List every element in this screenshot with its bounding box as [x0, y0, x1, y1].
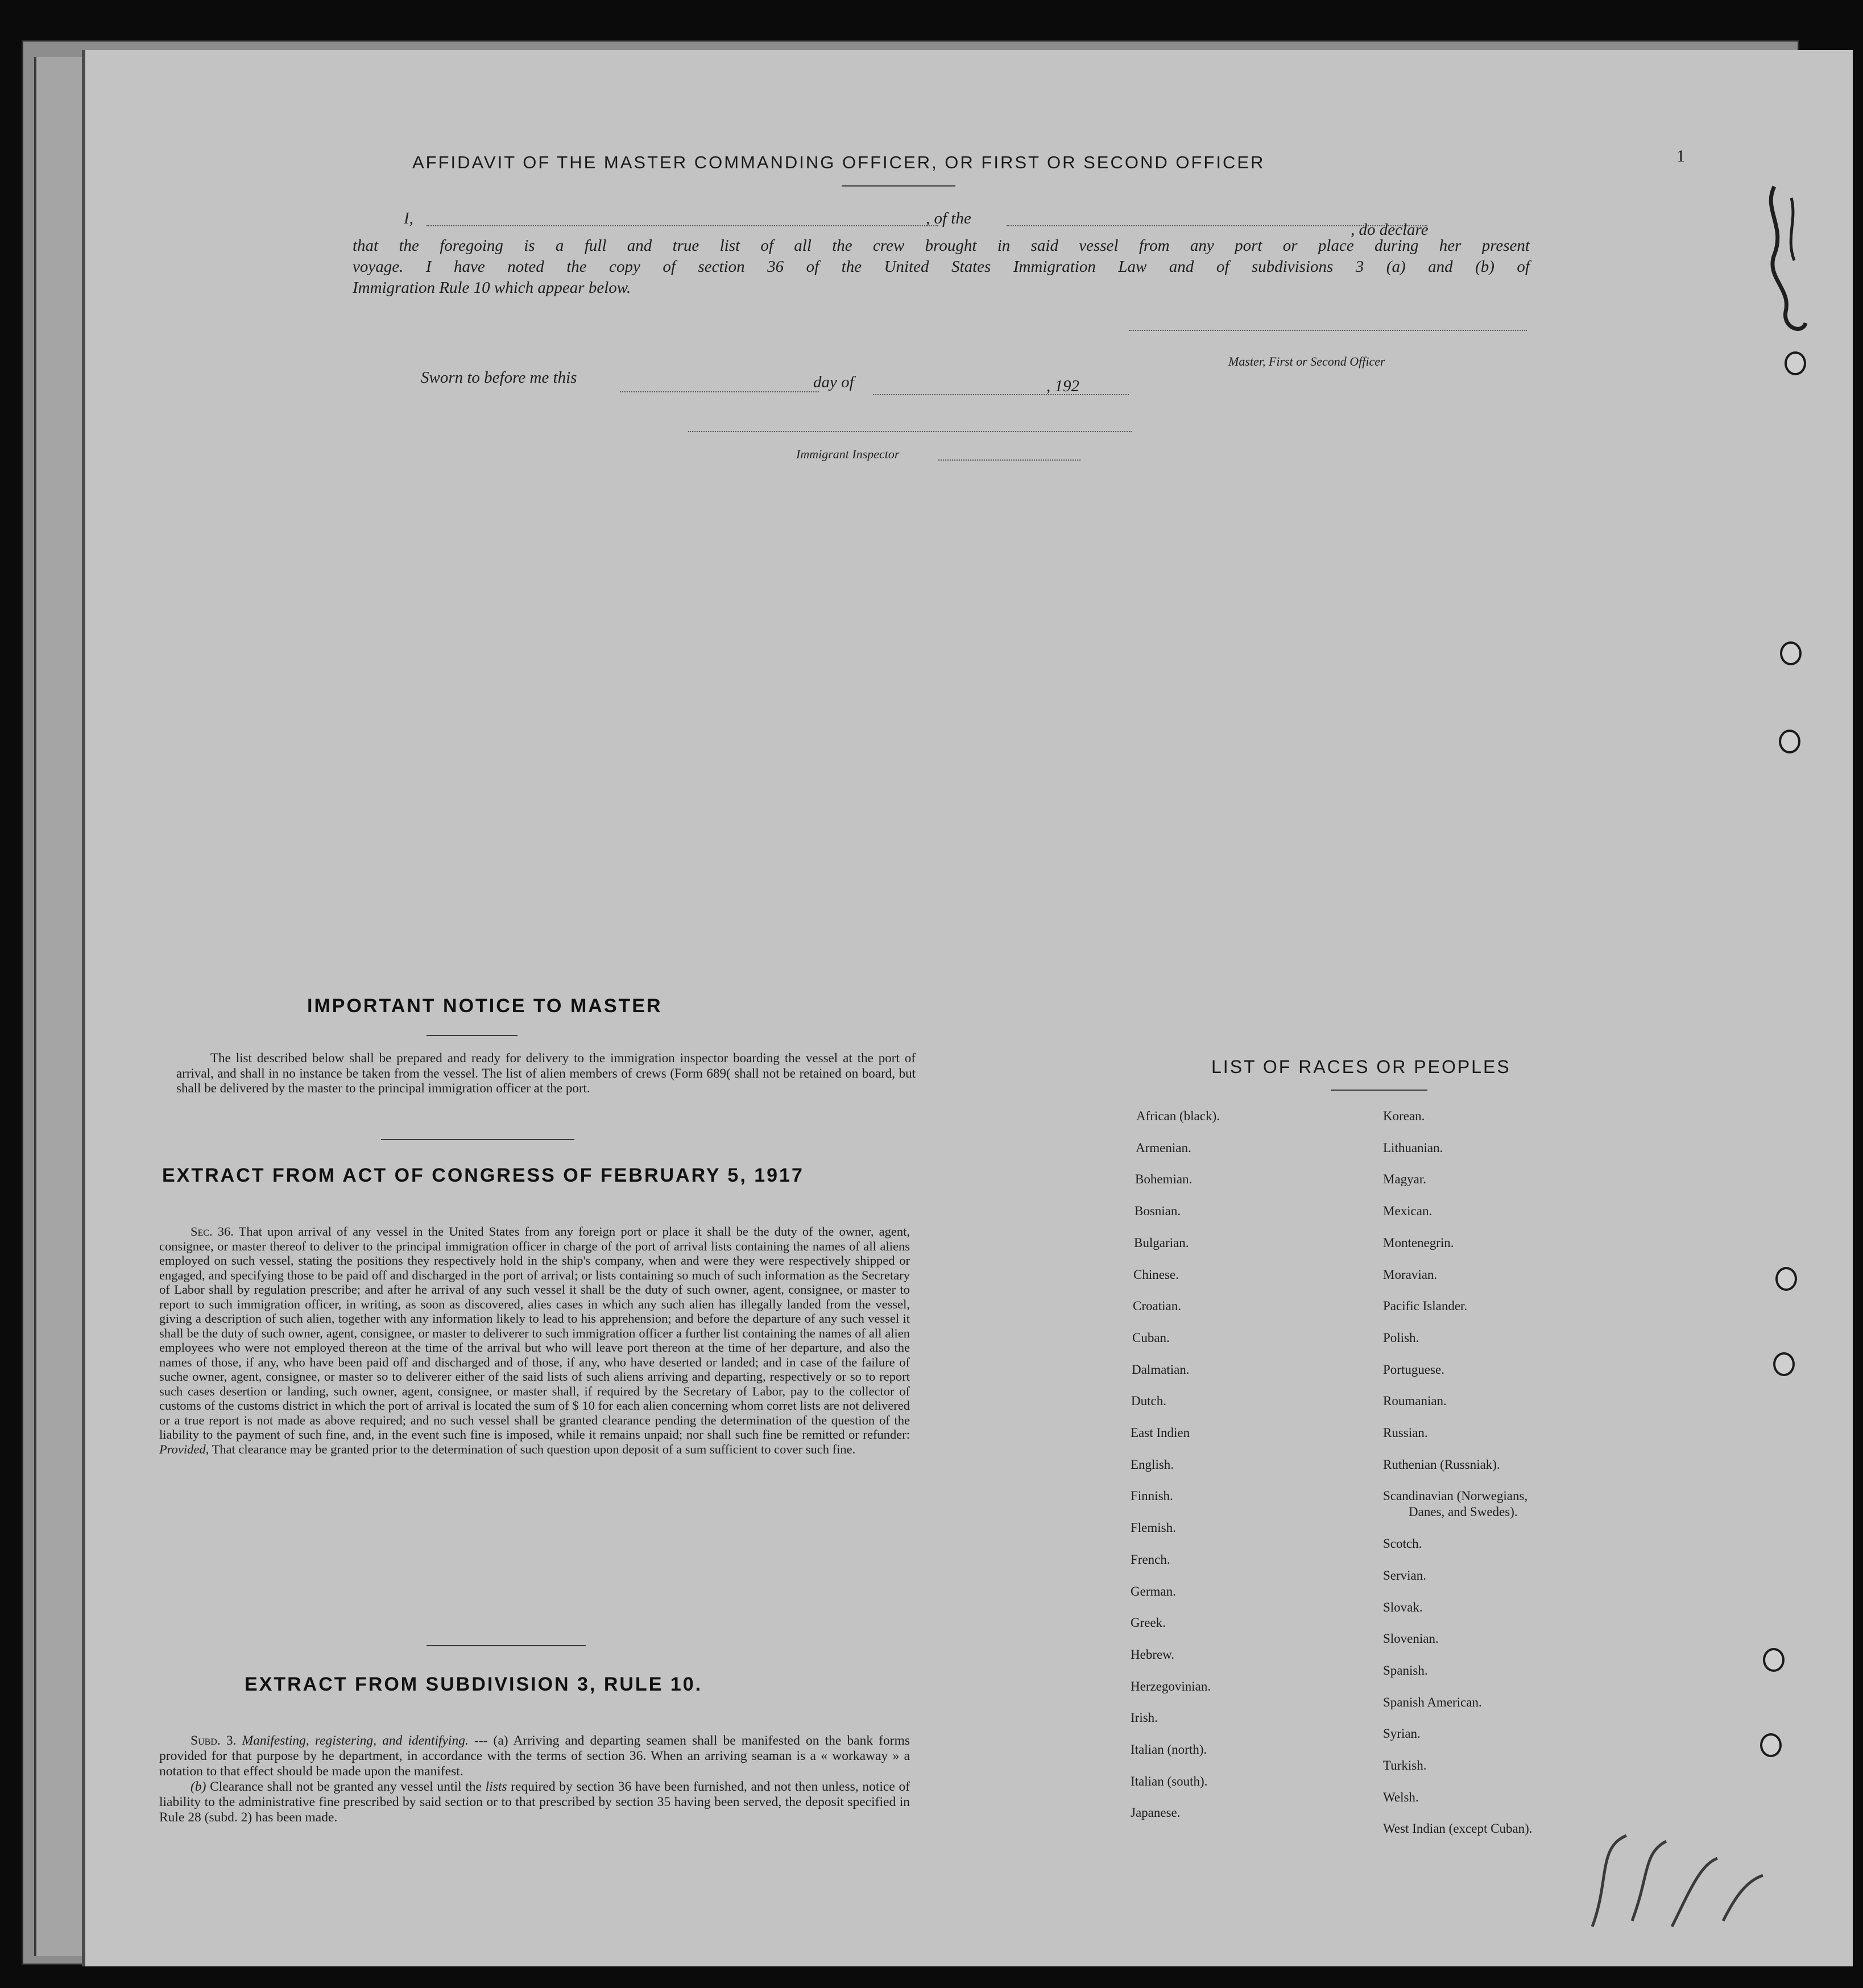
affidavit-body-line3: voyage. I have noted the copy of section 36 of the United States Immigration Law and of subdivisions 3 (a) and (b) of — [353, 258, 1530, 276]
sworn-prefix: Sworn to before me this — [421, 368, 577, 387]
race-item: Pacific Islander. — [1383, 1299, 1468, 1314]
act-heading: EXTRACT FROM ACT OF CONGRESS OF FEBRUARY 5, 1917 — [162, 1165, 804, 1186]
rule-b-text-1: Clearance shall not be granted any vessel until the — [210, 1779, 482, 1794]
race-item: Spanish. — [1383, 1663, 1428, 1678]
punch-hole — [1780, 641, 1802, 665]
race-item: Bosnian. — [1135, 1204, 1181, 1219]
name-blank-line — [427, 225, 938, 226]
race-item: French. — [1131, 1552, 1170, 1567]
act-divider — [427, 1645, 586, 1646]
sworn-day-of: day of — [813, 373, 854, 391]
race-item: Russian. — [1383, 1426, 1428, 1440]
race-item: Moravian. — [1383, 1267, 1438, 1282]
race-item: Bohemian. — [1135, 1172, 1193, 1187]
affidavit-body-line2: that the foregoing is a full and true list of all the crew brought in said vessel from any port or place during her present — [353, 237, 1530, 255]
master-signature-line — [1129, 330, 1527, 331]
race-item: West Indian (except Cuban). — [1383, 1821, 1533, 1836]
race-item: East Indien — [1131, 1426, 1190, 1440]
punch-hole — [1779, 730, 1800, 753]
race-item: Cuban. — [1132, 1330, 1170, 1345]
race-item: Mexican. — [1383, 1204, 1433, 1219]
race-item: Dalmatian. — [1132, 1362, 1190, 1377]
race-item: Italian (north). — [1131, 1742, 1207, 1757]
inspector-signature-line — [688, 431, 1132, 432]
notice-divider — [381, 1139, 574, 1140]
race-item: Syrian. — [1383, 1726, 1421, 1741]
inspector-trailing-line — [938, 459, 1080, 461]
punch-hole — [1775, 1267, 1797, 1291]
affidavit-of-the: , of the — [926, 209, 971, 227]
rule-text — [159, 1733, 910, 1825]
inspector-label: Immigrant Inspector — [796, 447, 900, 461]
notice-heading: IMPORTANT NOTICE TO MASTER — [307, 995, 663, 1017]
rule-b-text-2: required by section 36 have been furnished, and not then unless, notice of liability to the administrative fine prescribed by said section or to that prescribed by section 35 having been served, the deposit specified in Rule 28 (subd. 2) has been made. — [159, 1779, 910, 1825]
act-text — [159, 1224, 910, 1456]
notice-heading-underline — [427, 1035, 518, 1036]
race-item: Italian (south). — [1131, 1774, 1208, 1788]
race-item: Herzegovinian. — [1131, 1679, 1211, 1693]
punch-hole — [1773, 1352, 1795, 1376]
race-item: Ruthenian (Russniak). — [1383, 1457, 1500, 1472]
page-number: 1 — [1676, 147, 1685, 165]
race-item: African (black). — [1136, 1109, 1220, 1123]
rule-heading: EXTRACT FROM SUBDIVISION 3, RULE 10. — [245, 1674, 703, 1695]
race-item: English. — [1131, 1457, 1174, 1472]
punch-hole — [1760, 1733, 1782, 1757]
affidavit-i: I, — [404, 209, 413, 227]
race-item: Finnish. — [1131, 1489, 1173, 1504]
handwritten-mark — [1752, 175, 1820, 346]
race-item: Dutch. — [1131, 1394, 1166, 1409]
rule-a-text: Arriving and departing seamen shall be manifested on the bank forms provided for that purpose by he department, in accordance with the terms of section 36. When an arriving seaman is a « workaway » a notation to that effect should be made upon the manifest. — [159, 1733, 910, 1779]
race-item: Japanese. — [1131, 1805, 1181, 1820]
races-heading-underline — [1331, 1090, 1427, 1091]
race-item: Bulgarian. — [1134, 1235, 1189, 1250]
rule-subd-title: Manifesting, registering, and identifying. — [242, 1733, 469, 1748]
act-body: That upon arrival of any vessel in the United States from any foreign port or place it shall be the duty of the owner, agent, consignee, or master thereof to deliver to the principal immigration officer in charge of the port of arrival lists containing the names of all aliens employed on such vessel, stating the positions they respectively hold in the ship's company, when and were they were respectively shipped or engaged, and specifying those to be paid off and discharged in the port of arrival; or lists containing so much of such information as the Secretary of Labor shall by regulation prescribe; and after he arrival of any such vessel it shall be the duty of such owner, agent, consignee, or master to report to such immigration officer, in writing, as soon as discovered, alies cases in which any such alien has illegally landed from the vessel, giving a description of such alien, together with any information likely to lead to his apprehension; and before the departure of any such vessel it shall be the duty of such owner, agent, consignee, or master to deliverer to such immigration officer a further list containing the names of all alien employees who were not employed thereon at the time of the arrival but who will leave port thereon at the time of her departure, and also the names of those, if any, who have been paid off and discharged and of those, if any, who have deserted or landed; and in case of the failure of suche owner, agent, consignee, or master so to deliverer either of the said lists of such aliens arriving and departing, respectively or so to report such cases desertion or landing, such owner, agent, consignee, or master shall, if required by the Secretary of Labor, pay to the collector of customs of the customs district in which the port of arrival is located the sum of $ 10 for each alien concerning whom corret lists are not delivered or a true report is not made as above required; and no such vessel shall be granted clearance pending the determination of the question of the liability to the payment of such fine, and, in the event such fine is imposed, while it remains unpaid; nor shall such fine be remitted or refunder: — [159, 1224, 910, 1442]
sworn-day-line — [620, 391, 819, 392]
race-item: Slovenian. — [1383, 1631, 1439, 1646]
race-item: Hebrew. — [1131, 1647, 1175, 1662]
notice-text: The list described below shall be prepared and ready for delivery to the immigration inspector boarding the vessel at the port of arrival, and shall in no instance be taken from the vessel. The list of alien members of crews (Form 689( shall not be retained on board, but shall be delivered by the master to the principal immigration officer at the port. — [176, 1051, 916, 1095]
race-item: Croatian. — [1133, 1299, 1181, 1314]
race-item: Turkish. — [1383, 1758, 1427, 1772]
race-item: Korean. — [1383, 1109, 1425, 1123]
race-item: Roumanian. — [1383, 1394, 1447, 1409]
master-signature-label: Master, First or Second Officer — [1228, 354, 1385, 368]
document-page — [85, 50, 1853, 1966]
rule-b-prefix: (b) — [191, 1779, 206, 1794]
handwritten-mark — [1575, 1813, 1780, 1949]
sworn-month-line — [873, 394, 1129, 395]
race-item: Armenian. — [1136, 1140, 1191, 1155]
race-item: Slovak. — [1383, 1600, 1423, 1614]
race-item: Chinese. — [1133, 1267, 1179, 1282]
affidavit-do-declare: , do declare — [1351, 221, 1429, 239]
race-item: Lithuanian. — [1383, 1140, 1443, 1155]
races-heading: LIST OF RACES OR PEOPLES — [1211, 1057, 1511, 1077]
race-item: Spanish American. — [1383, 1695, 1482, 1709]
rule-subd-label: Subd. 3. — [191, 1733, 237, 1748]
race-item: Portuguese. — [1383, 1362, 1444, 1377]
act-provided: Provided, — [159, 1442, 209, 1456]
race-item: German. — [1131, 1584, 1176, 1598]
act-body-end: That clearance may be granted prior to the determination of such question upon deposit of a sum sufficient to cover such fine. — [212, 1442, 856, 1456]
race-item: Polish. — [1383, 1330, 1419, 1345]
rule-a-prefix: --- (a) — [468, 1733, 508, 1748]
punch-hole — [1763, 1648, 1785, 1672]
title-underline — [842, 185, 955, 187]
sworn-year: , 192 — [1046, 377, 1079, 395]
race-item: Irish. — [1131, 1710, 1158, 1725]
race-item: Danes, and Swedes). — [1409, 1505, 1518, 1519]
race-item: Greek. — [1131, 1616, 1166, 1630]
punch-hole — [1785, 351, 1806, 375]
race-item: Scotch. — [1383, 1536, 1422, 1551]
race-item: Scandinavian (Norwegians, — [1383, 1489, 1528, 1504]
race-item: Montenegrin. — [1383, 1235, 1454, 1250]
act-sec-label: Sec. 36. — [191, 1224, 234, 1239]
affidavit-body-line4: Immigration Rule 10 which appear below. — [353, 279, 631, 297]
race-item: Magyar. — [1383, 1172, 1427, 1187]
rule-b-lists: lists — [485, 1779, 507, 1794]
race-item: Flemish. — [1131, 1521, 1176, 1535]
affidavit-title: AFFIDAVIT OF THE MASTER COMMANDING OFFICER, OR FIRST OR SECOND OFFICER — [412, 152, 1265, 172]
race-item: Welsh. — [1383, 1790, 1419, 1804]
race-item: Servian. — [1383, 1568, 1427, 1583]
